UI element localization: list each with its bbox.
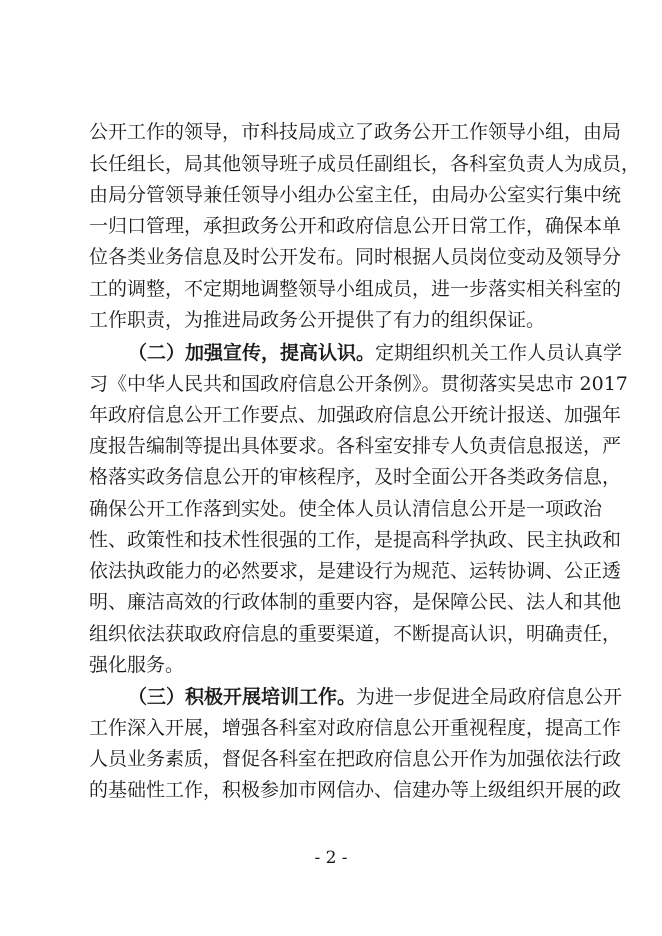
text-line <box>89 308 578 332</box>
line-text: 位各类业务信息及时公开发布。同时根据人员岗位变动及领导分 <box>89 246 622 268</box>
text-line <box>89 245 622 269</box>
text-line <box>89 653 578 677</box>
text-line <box>89 277 622 301</box>
text-line <box>89 120 622 144</box>
line-text: 工的调整，不定期地调整领导小组成员，进一步落实相关科室的 <box>89 278 622 300</box>
line-text: 长任组长，局其他领导班子成员任副组长，各科室负责人为成员， <box>89 153 641 175</box>
line-text: 工作深入开展，增强各科室对政府信息公开重视程度，提高工作 <box>89 717 622 739</box>
line-text: 度报告编制等提出具体要求。各科室安排专人负责信息报送，严 <box>89 435 622 457</box>
text-line <box>89 152 641 176</box>
page-number: - 2 - <box>314 848 348 868</box>
line-text: 由局分管领导兼任领导小组办公室主任，由局办公室实行集中统 <box>89 184 622 206</box>
section-heading: （三）积极开展培训工作。 <box>128 686 357 708</box>
text-line <box>89 465 622 489</box>
line-text: 人员业务素质，督促各科室在把政府信息公开作为加强依法行政 <box>89 748 622 770</box>
text-line <box>128 341 623 365</box>
line-text: 格落实政务信息公开的审核程序，及时全面公开各类政务信息， <box>89 466 622 488</box>
text-line <box>89 183 622 207</box>
text-line <box>89 214 622 238</box>
line-text: 年政府信息公开工作要点、加强政府信息公开统计报送、加强年 <box>89 404 622 426</box>
section-heading: （二）加强宣传，提高认识。 <box>128 342 376 364</box>
text-line <box>89 716 622 740</box>
line-text: 的基础性工作，积极参加市网信办、信建办等上级组织开展的政 <box>89 779 622 801</box>
text-line <box>89 590 622 614</box>
text-line <box>89 372 628 396</box>
line-text: 确保公开工作落到实处。使全体人员认清信息公开是一项政治 <box>89 498 603 520</box>
text-line <box>89 559 622 583</box>
text-line <box>89 497 603 521</box>
line-text: 性、政策性和技术性很强的工作，是提高科学执政、民主执政和 <box>89 529 622 551</box>
line-text: 为进一步促进全局政府信息公开 <box>356 686 623 708</box>
text-line <box>128 685 623 709</box>
line-text: 公开工作的领导，市科技局成立了政务公开工作领导小组，由局 <box>89 121 622 143</box>
line-text: 依法执政能力的必然要求，是建设行为规范、运转协调、公正透 <box>89 560 622 582</box>
line-text: 强化服务。 <box>89 654 185 676</box>
line-text: 一归口管理，承担政务公开和政府信息公开日常工作，确保本单 <box>89 215 622 237</box>
line-text: 习《中华人民共和国政府信息公开条例》。贯彻落实吴忠市 2017 <box>89 373 628 395</box>
line-text: 组织依法获取政府信息的重要渠道，不断提高认识，明确责任， <box>89 623 622 645</box>
text-line <box>89 622 622 646</box>
text-line <box>89 778 622 802</box>
text-line <box>89 403 622 427</box>
text-line <box>89 528 622 552</box>
text-line <box>89 434 622 458</box>
text-line <box>89 747 622 771</box>
line-text: 工作职责，为推进局政务公开提供了有力的组织保证。 <box>89 309 546 331</box>
line-text: 明、廉洁高效的行政体制的重要内容，是保障公民、法人和其他 <box>89 591 622 613</box>
line-text: 定期组织机关工作人员认真学 <box>375 342 623 364</box>
